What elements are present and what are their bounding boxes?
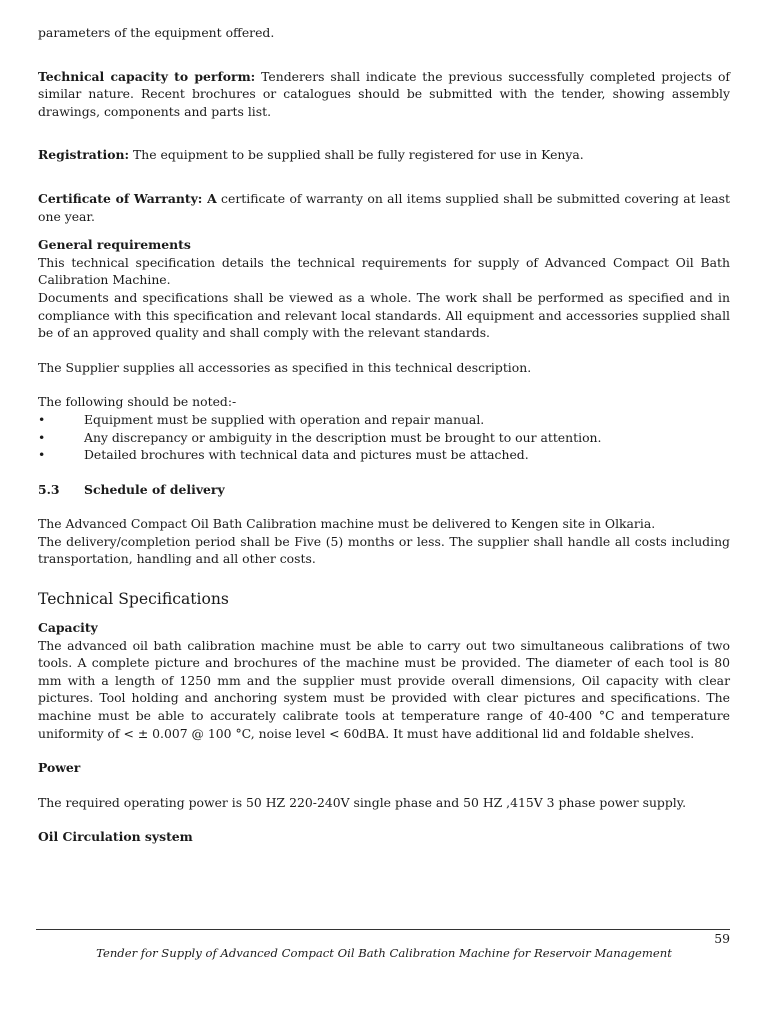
schedule-heading-text: Schedule of delivery	[84, 481, 225, 497]
page-number: 59	[714, 931, 730, 946]
list-item	[38, 411, 730, 429]
section-number: 5.3	[38, 481, 60, 497]
list-item	[38, 446, 730, 464]
general-requirements-para3: The Supplier supplies all accessories as specified in this technical description.	[38, 359, 532, 375]
oil-circulation-heading: Oil Circulation system	[38, 829, 193, 845]
technical-specifications-heading: Technical Specifications	[38, 590, 229, 609]
power-text: The required operating power is 50 HZ 220-240V single phase and 50 HZ ,415V 3 phase power supply.	[38, 794, 687, 810]
schedule-para1: The Advanced Compact Oil Bath Calibration machine must be delivered to Kengen site in Olkaria.	[38, 516, 656, 532]
registration-text: The equipment to be supplied shall be fully registered for use in Kenya.	[129, 147, 584, 163]
bullet-icon: •	[38, 429, 46, 445]
capacity-heading: Capacity	[38, 620, 98, 636]
power-heading: Power	[38, 760, 81, 776]
technical-capacity-text: Tenderers shall indicate the previous successfully completed projects of similar nature. Recent brochures or catalogues should be submitted with the tender, showing assembly drawings, components and parts list.	[38, 68, 730, 119]
general-requirements-para2: Documents and specifications shall be viewed as a whole. The work shall be performed as specified and in compliance with this specification and relevant local standards. All equipment and accessories supplied shall be of an approved quality and shall comply with the relevant standards.	[38, 289, 730, 341]
warranty-label: Certificate of Warranty: A	[38, 190, 217, 206]
list-item	[38, 429, 730, 447]
schedule-para2: The delivery/completion period shall be Five (5) months or less. The supplier shall handle all costs including transportation, handling and all other costs.	[38, 533, 730, 567]
warranty-text: certificate of warranty on all items supplied shall be submitted covering at least one year.	[38, 190, 731, 224]
general-requirements-heading: General requirements	[38, 237, 191, 253]
footer-divider	[36, 929, 730, 930]
intro-line: parameters of the equipment offered.	[38, 25, 275, 40]
footer-title: Tender for Supply of Advanced Compact Oil Bath Calibration Machine for Reservoir Management	[96, 946, 672, 960]
capacity-text: The advanced oil bath calibration machine must be able to carry out two simultaneous calibrations of two tools. A complete picture and brochures of the machine must be provided. The diameter of each tool is 80 mm with a length of 1250 mm and the supplier must provide overall dimensions, Oil capacity with clear pictures. Tool holding and anchoring system must be provided with clear pictures and specifications. The machine must be able to accurately calibrate tools at temperature range of 40-400 °C and temperature uniformity of < ± 0.007 @ 100 °C, noise level < 60dBA. It must have additional lid and foldable shelves.	[38, 637, 730, 741]
general-requirements-para1: This technical specification details the technical requirements for supply of Advanced Compact Oil Bath Calibration Machine.	[38, 254, 730, 288]
bullet-icon: •	[38, 411, 46, 427]
registration-label: Registration:	[38, 147, 130, 163]
list-item-text: Any discrepancy or ambiguity in the description must be brought to our attention.	[84, 429, 602, 445]
schedule-heading	[38, 481, 730, 499]
bullet-icon: •	[38, 447, 46, 463]
warranty-paragraph	[38, 190, 730, 225]
technical-capacity-paragraph	[38, 68, 730, 121]
list-item-text: Equipment must be supplied with operation and repair manual.	[84, 411, 485, 427]
technical-capacity-label: Technical capacity to perform:	[38, 68, 256, 84]
registration-paragraph	[38, 146, 730, 164]
notes-intro: The following should be noted:-	[38, 394, 237, 410]
list-item-text: Detailed brochures with technical data and pictures must be attached.	[84, 447, 529, 463]
document-page	[38, 24, 730, 846]
